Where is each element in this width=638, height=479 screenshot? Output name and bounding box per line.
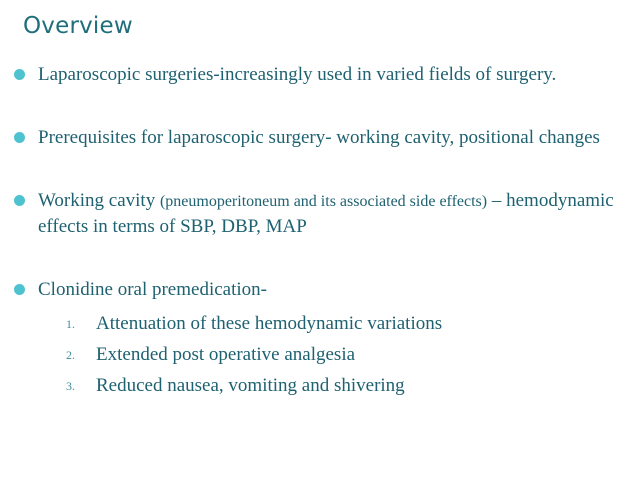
bullet-list: [14, 62, 614, 401]
numbered-item: [66, 339, 614, 370]
bullet-item: [14, 277, 614, 401]
bullet-icon: [14, 284, 25, 295]
bullet-text: Laparoscopic surgeries-increasingly used in varied fields of surgery.: [38, 64, 557, 85]
item-number: 2.: [66, 348, 75, 362]
numbered-item: [66, 370, 614, 401]
bullet-text-tail: – hemodynamic effects in terms of SBP, DBP, MAP: [38, 190, 614, 237]
slide-title: Overview: [23, 13, 133, 39]
item-number: 1.: [66, 317, 75, 331]
bullet-icon: [14, 69, 25, 80]
numbered-sublist: [38, 308, 614, 401]
bullet-text-parenthetical: (pneumoperitoneum and its associated side effects): [159, 193, 488, 210]
bullet-text: Clonidine oral premedication-: [38, 279, 267, 300]
bullet-text: Prerequisites for laparoscopic surgery- working cavity, positional changes: [38, 127, 600, 148]
bullet-text-main: Working cavity: [38, 190, 160, 211]
item-text: Attenuation of these hemodynamic variations: [96, 313, 443, 334]
bullet-item: [14, 188, 614, 239]
item-number: 3.: [66, 379, 75, 393]
bullet-item: [14, 62, 614, 87]
bullet-icon: [14, 132, 25, 143]
item-text: Extended post operative analgesia: [96, 344, 356, 365]
bullet-icon: [14, 195, 25, 206]
item-text: Reduced nausea, vomiting and shivering: [96, 375, 405, 396]
numbered-item: [66, 308, 614, 339]
bullet-item: [14, 125, 614, 150]
